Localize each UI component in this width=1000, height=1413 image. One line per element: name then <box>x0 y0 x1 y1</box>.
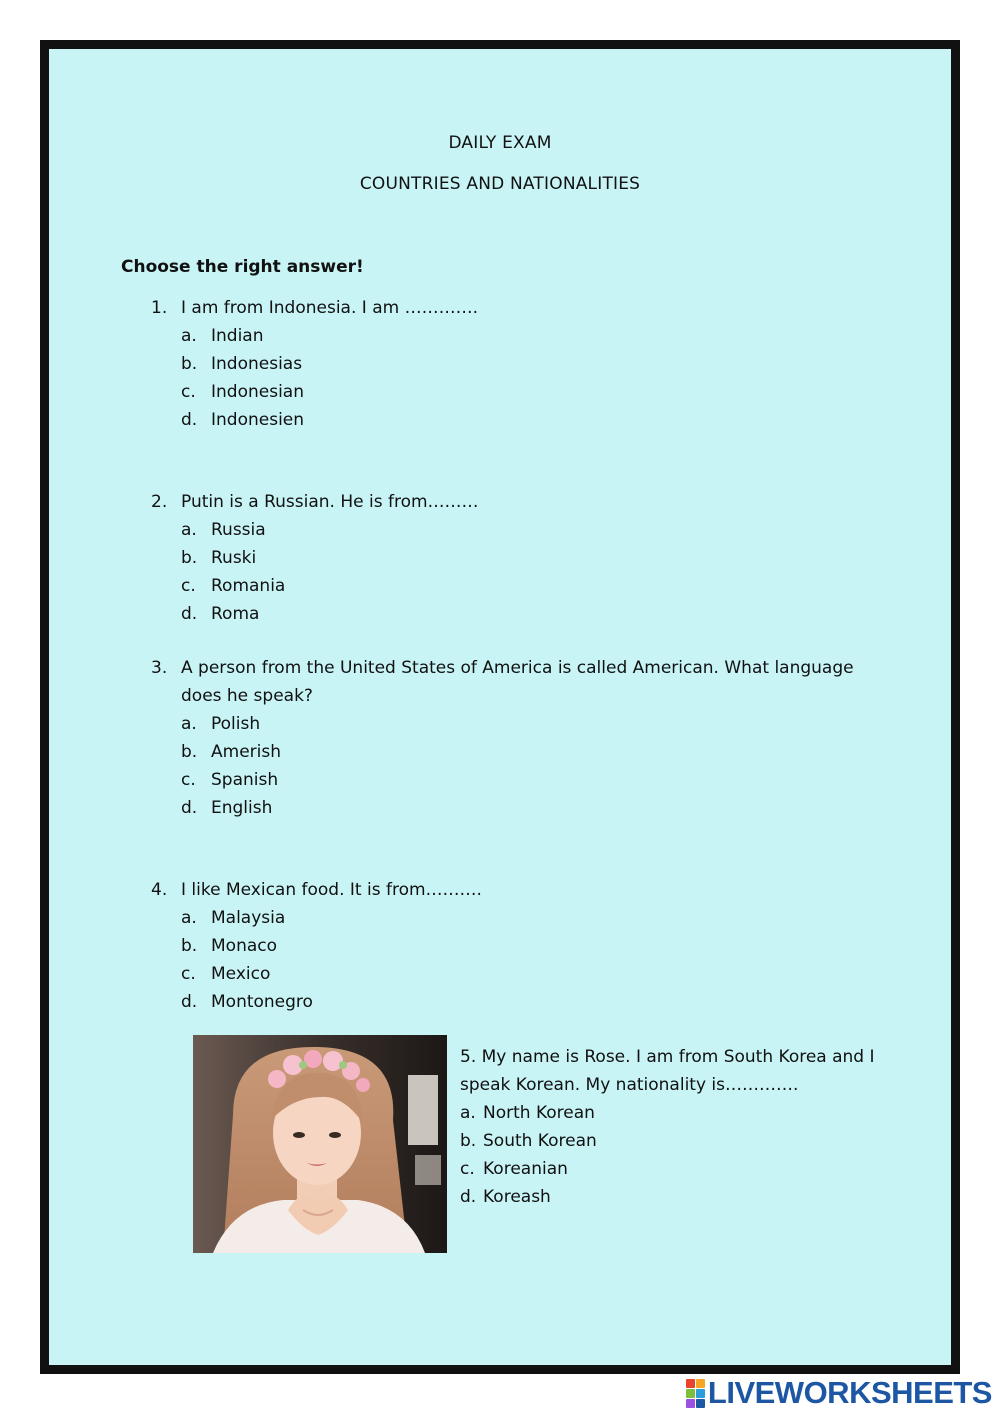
answer-option[interactable] <box>151 350 891 378</box>
question-2 <box>151 488 891 628</box>
option-label: a. <box>181 714 197 734</box>
option-text: Monaco <box>211 936 278 956</box>
option-text: Roma <box>211 604 260 624</box>
option-label: c. <box>181 964 196 984</box>
answer-option[interactable] <box>151 766 891 794</box>
option-text: Indonesian <box>211 382 304 402</box>
answer-option[interactable] <box>151 960 891 988</box>
instruction-text: Choose the right answer! <box>121 257 364 277</box>
answer-option[interactable] <box>151 406 891 434</box>
option-label: a. <box>181 520 197 540</box>
option-text: English <box>211 798 273 818</box>
question-text <box>460 1043 880 1099</box>
question-text: A person from the United States of America is called American. What language does he speak? <box>181 658 854 706</box>
question-number: 4. <box>151 880 168 900</box>
liveworksheets-brand[interactable] <box>686 1375 992 1410</box>
option-text: Malaysia <box>211 908 286 928</box>
question-text: I am from Indonesia. I am …………. <box>181 298 478 318</box>
option-text: Spanish <box>211 770 279 790</box>
option-text: Romania <box>211 576 286 596</box>
answer-option[interactable] <box>151 322 891 350</box>
option-label: d. <box>181 410 198 430</box>
option-label: a. <box>460 1103 476 1123</box>
answer-option[interactable] <box>151 988 891 1016</box>
option-text: Polish <box>211 714 261 734</box>
portrait-illustration <box>193 1035 447 1253</box>
option-text: North Korean <box>483 1103 595 1123</box>
option-label: c. <box>181 770 196 790</box>
question-5-photo <box>193 1035 447 1253</box>
question-number: 3. <box>151 658 168 678</box>
exam-subtitle: COUNTRIES AND NATIONALITIES <box>359 174 641 194</box>
answer-option[interactable] <box>151 600 891 628</box>
answer-option[interactable] <box>460 1099 880 1127</box>
answer-option[interactable] <box>151 572 891 600</box>
option-text: Indonesias <box>211 354 303 374</box>
option-label: c. <box>181 576 196 596</box>
question-number: 1. <box>151 298 168 318</box>
question-text: I like Mexican food. It is from………. <box>181 880 482 900</box>
option-label: d. <box>181 604 198 624</box>
option-text: Koreash <box>483 1187 551 1207</box>
option-text: Ruski <box>211 548 257 568</box>
answer-option[interactable] <box>151 544 891 572</box>
answer-option[interactable] <box>151 794 891 822</box>
option-label: b. <box>181 936 198 956</box>
question-number: 2. <box>151 492 168 512</box>
option-label: b. <box>181 742 198 762</box>
answer-option[interactable] <box>151 516 891 544</box>
answer-option[interactable] <box>460 1183 880 1211</box>
answer-option[interactable] <box>151 738 891 766</box>
answer-option[interactable] <box>151 904 891 932</box>
option-label: b. <box>460 1131 477 1151</box>
option-text: Montonegro <box>211 992 313 1012</box>
option-label: a. <box>181 326 197 346</box>
question-text: Putin is a Russian. He is from……… <box>181 492 479 512</box>
option-text: Indonesien <box>211 410 305 430</box>
worksheet-page <box>40 40 960 1374</box>
liveworksheets-logo-icon <box>686 1379 705 1408</box>
option-text: Amerish <box>211 742 281 762</box>
question-body: My name is Rose. I am from South Korea and I speak Korean. My nationality is…………. <box>460 1047 875 1095</box>
question-5 <box>460 1043 880 1211</box>
option-text: Koreanian <box>483 1159 568 1179</box>
option-label: d. <box>181 798 198 818</box>
question-number: 5. <box>460 1047 477 1067</box>
option-text: Mexico <box>211 964 271 984</box>
option-label: c. <box>181 382 196 402</box>
option-label: b. <box>181 354 198 374</box>
answer-option[interactable] <box>151 710 891 738</box>
answer-option[interactable] <box>460 1127 880 1155</box>
option-label: b. <box>181 548 198 568</box>
option-text: Russia <box>211 520 266 540</box>
question-1 <box>151 294 891 434</box>
option-label: d. <box>460 1187 477 1207</box>
answer-option[interactable] <box>460 1155 880 1183</box>
answer-option[interactable] <box>151 932 891 960</box>
option-label: d. <box>181 992 198 1012</box>
exam-title: DAILY EXAM <box>448 133 552 153</box>
question-3 <box>151 654 891 822</box>
question-4 <box>151 876 891 1016</box>
option-label: a. <box>181 908 197 928</box>
option-text: South Korean <box>483 1131 597 1151</box>
option-label: c. <box>460 1159 475 1179</box>
brand-name: LIVEWORKSHEETS <box>707 1375 992 1410</box>
answer-option[interactable] <box>151 378 891 406</box>
option-text: Indian <box>211 326 264 346</box>
